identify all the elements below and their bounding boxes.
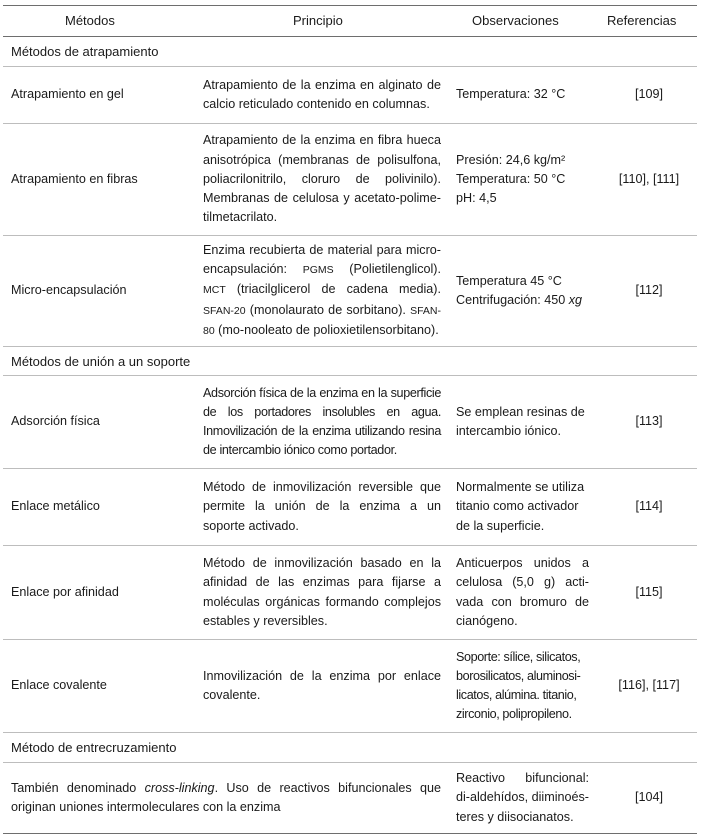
header-observations: Observaciones <box>472 12 559 28</box>
principle-text: (triacilglicerol de cadena media). <box>225 282 441 297</box>
table-row-method: Enlace por afinidad <box>11 584 119 599</box>
table-row-method: Enlace metálico <box>11 499 100 514</box>
section-title-crosslinking: Método de entrecruzamiento <box>11 740 177 755</box>
header-references: Referencias <box>607 12 677 28</box>
table-row-observations <box>456 763 589 833</box>
abbreviation-mct: MCT <box>203 284 226 297</box>
table-row-observations <box>456 236 596 346</box>
abbreviation-pgms: PGMS <box>302 264 334 277</box>
centrifugation-label: Centrifugación: 450 <box>456 293 569 307</box>
table-row-method: Adsorción física <box>11 414 100 429</box>
table-row-method: Atrapamiento en fibras <box>11 171 138 186</box>
table-row-method: Atrapamiento en gel <box>11 87 124 102</box>
table-row-references: [112] <box>635 283 663 298</box>
table-row-method: Micro-encapsulación <box>11 283 127 298</box>
crosslinking-description <box>11 763 441 833</box>
principle-text: Atrapamiento de la enzima en fibra hueca anisotrópica (membranas de polisulfona, poliacrilonitrilo, cloruro de polivinilo). Membranas de celulosa y acetato-polime-tilmetacrilato. <box>203 133 441 225</box>
table-row-observations <box>456 546 589 639</box>
principle-text: Adsorción física de la enzima en la superficie de los portadores insolubles en agua. Inmovilización de la enzima utilizando resina de intercambio iónico como portador. <box>203 385 441 458</box>
table-row-principle <box>203 67 441 123</box>
table-row-observations: Se emplean resinas de intercambio iónico. <box>456 404 585 438</box>
observations-text: Reactivo bifuncional: di-aldehídos, diiminoés-teres y diisocianatos. <box>456 771 590 824</box>
table-row-principle <box>203 469 441 545</box>
section-title-support-binding: Métodos de unión a un soporte <box>11 353 191 369</box>
table-row-principle <box>203 546 441 639</box>
centrifugation-unit: xg <box>568 293 583 307</box>
observation-pressure: Presión: 24,6 kg/m² <box>456 152 566 167</box>
table-row-observations: Temperatura: 32 °C <box>456 87 566 102</box>
principle-text: (mo-nooleato de polioxietilensorbitano). <box>214 322 439 337</box>
table-row-method: Enlace covalente <box>11 678 107 693</box>
observation-temperature: Temperatura: 50 °C <box>456 171 566 186</box>
header-methods: Métodos <box>65 12 115 28</box>
crosslinking-text: . Uso de reactivos bifuncionales que originan uniones intermoleculares con la enzima <box>11 780 442 814</box>
table-row-principle <box>203 124 441 235</box>
table-row-references: [116], [117] <box>618 678 680 693</box>
principle-text: Método de inmovilización reversible que permite la unión de la enzima a un soporte activado. <box>203 480 441 533</box>
table-row-references: [114] <box>635 499 663 514</box>
observation-centrifugation <box>456 291 582 310</box>
principle-text: Inmovilización de la enzima por enlace covalente. <box>203 668 441 702</box>
table-row-references: [113] <box>635 414 663 429</box>
observations-text: Anticuerpos unidos a celulosa (5,0 g) acti-vada con bromuro de cianógeno. <box>456 556 589 628</box>
observation-temperature: Temperatura 45 °C <box>456 273 562 288</box>
table-row-observations <box>456 124 596 235</box>
principle-text: Método de inmovilización basado en la afinidad de las enzimas para fijarse a moléculas orgánicas formando complejos estables y reversibles. <box>203 556 441 628</box>
table-row-references: [104] <box>634 790 663 805</box>
table-row-references: [109] <box>634 87 663 102</box>
principle-text: (monolaurato de sorbitano). <box>245 302 411 317</box>
observation-ph: pH: 4,5 <box>456 191 497 206</box>
abbreviation-sfan-20: SFAN-20 <box>203 304 246 317</box>
principle-text: Enzima recubierta de material para micro-encapsulación: <box>203 242 441 277</box>
crosslinking-text: También denominado <box>11 780 145 795</box>
table-row-references: [115] <box>635 584 663 599</box>
table-row-principle <box>203 640 441 732</box>
principle-text: Atrapamiento de la enzima en alginato de calcio reticulado contenido en columnas. <box>203 77 441 111</box>
table-row-principle <box>203 376 441 468</box>
table-row-principle <box>203 236 441 346</box>
header-principle: Principio <box>293 12 343 28</box>
table-row-observations <box>456 640 589 732</box>
section-title-entrapment: Métodos de atrapamiento <box>11 44 159 59</box>
principle-text: (Polietilenglicol). <box>333 262 441 277</box>
table-row-references: [110], [111] <box>618 171 680 186</box>
crosslinking-term: cross-linking <box>144 780 215 795</box>
observations-text: Soporte: sílice, silicatos, borosilicatos, aluminosi-licatos, alúmina. titanio, zirconio, polipropileno. <box>456 649 581 722</box>
abbreviation-sfan-80: SFAN-80 <box>203 304 441 337</box>
table-row-observations: Normalmente se utiliza titanio como activador de la superficie. <box>456 480 585 533</box>
